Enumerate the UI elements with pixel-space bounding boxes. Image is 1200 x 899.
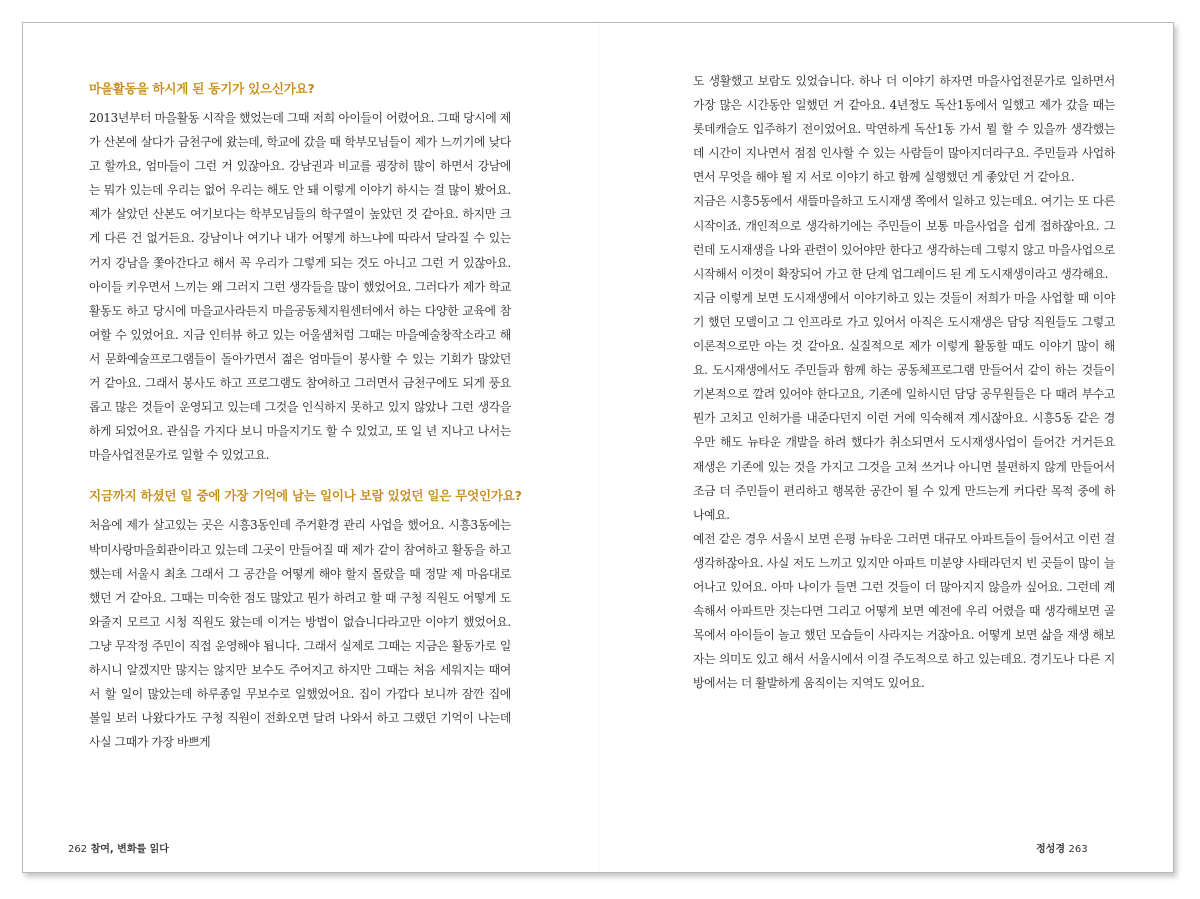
right-page bbox=[599, 23, 1175, 872]
paragraph-3: 지금 이렇게 보면 도시재생에서 이야기하고 있는 것들이 저희가 마을 사업할 때 이야기 했던 모델이고 그 인프라로 가고 있어서 아직은 도시재생은 담당 직원들도 그렇고 이론적으로만 아는 것 같아요. 실질적으로 제가 이렇게 활동할 때도 이야기 많이 해요. 도시재생에서도 주민들과 함께 하는 공동체프로그램 만들어서 같이 하는 것들이 기본적으로 깔려 있어야 한다고요, 기존에 일하시던 담당 공무원들은 다 때려 부수고 뭔가 고치고 인허가를 내준다던지 이런 거에 익숙해져 계시잖아요. 시흥5동 같은 경우만 해도 뉴타운 개발을 하려 했다가 취소되면서 도시재생사업이 들어간 거거든요 재생은 기존에 있는 것을 가지고 그것을 고쳐 쓰거나 아니면 불편하지 않게 만들어서 조금 더 주민들이 편리하고 행복한 공간이 될 수 있게 만드는게 커다란 목적 중에 하나예요. bbox=[693, 290, 1115, 522]
left-page bbox=[23, 23, 599, 872]
paragraph-2: 지금은 시흥5동에서 새뜰마을하고 도시재생 쪽에서 일하고 있는데요. 여기는 또 다른 시작이죠. 개인적으로 생각하기에는 주민들이 보통 마을사업을 쉽게 접하잖아요. 그런데 도시재생을 나와 관련이 있어야만 한다고 생각하는데 그렇지 않고 마을사업으로 시작해서 이것이 확장되어 가고 한 단계 업그레이드 된 게 도시재생이라고 생각해요. bbox=[693, 194, 1115, 281]
right-page-text-column bbox=[693, 69, 1115, 695]
section-gap bbox=[89, 467, 511, 486]
paragraph-4: 예전 같은 경우 서울시 보면 은평 뉴타운 그러면 대규모 아파트들이 들어서고 이런 걸 생각하잖아요. 사실 저도 느끼고 있지만 아파트 미분양 사태라던지 빈 곳들이 많이 늘어나고 있어요. 아마 나이가 들면 그런 것들이 더 많아지지 않을까 싶어요. 그런데 계속해서 아파트만 짓는다면 그리고 어떻게 보면 예전에 우리 어렸을 때 생각해보면 골목에서 아이들이 놀고 했던 모습들이 사라지는 거잖아요. 어떻게 보면 삶을 재생 해보자는 의미도 있고 해서 서울시에서 이걸 주도적으로 하고 있는데요. 경기도나 다른 지방에서는 더 활발하게 움직이는 지역도 있어요. bbox=[693, 531, 1115, 691]
book-spread bbox=[22, 22, 1174, 873]
answer-paragraph-2: 처음에 제가 살고있는 곳은 시흥3동인데 주거환경 관리 사업을 했어요. 시흥3동에는 박미사랑마을회관이라고 있는데 그곳이 만들어질 때 제가 같이 참여하고 활동을 하고 했는데 서울시 최초 그래서 그 공간을 어떻게 해야 할지 몰랐을 때 정말 제 마음대로 했던 거 같아요. 그때는 미숙한 점도 많았고 뭔가 하려고 할 때 구청 직원도 어떻게 도와줄지 모르고 시청 직원도 왔는데 이거는 방법이 없습니다라고만 이야기 했었어요. 그냥 무작정 주민이 직접 운영해야 됩니다. 그래서 실제로 그때는 지금은 활동가로 일하시니 알겠지만 많지는 않지만 보수도 주어지고 하지만 그때는 처음 세워지는 때여서 할 일이 많았는데 하루종일 무보수로 일했었어요. 집이 가깝다 보니까 잠깐 집에 볼일 보러 나왔다가도 구청 직원이 전화오면 달려 나와서 하고 그랬던 기억이 나는데 사실 그때가 가장 바쁘게 bbox=[89, 518, 511, 750]
question-heading-1: 마을활동을 하시게 된 동기가 있으신가요? bbox=[89, 81, 315, 96]
book-title-footer: 참여, 변화를 읽다 bbox=[90, 844, 169, 855]
left-page-footer bbox=[68, 840, 169, 855]
page-number-right: 263 bbox=[1068, 844, 1088, 855]
interviewee-name-footer: 정성경 bbox=[1036, 844, 1065, 855]
left-page-text-column bbox=[89, 79, 522, 754]
answer-paragraph-1: 2013년부터 마을활동 시작을 했었는데 그때 저희 아이들이 어렸어요. 그때 당시에 제가 산본에 살다가 금천구에 왔는데, 학교에 갔을 때 학부모님들이 제가 느끼기에 낮다고 할까요, 엄마들이 그런 거 있잖아요. 강남권과 비교를 굉장히 많이 하면서 강남에는 뭐가 있는데 우리는 없어 우리는 해도 안 돼 이렇게 이야기 하시는 걸 많이 봤어요. 제가 살았던 산본도 여기보다는 학부모님들의 학구열이 높았던 것 같아요. 하지만 크게 다른 건 없거든요. 강남이나 여기나 내가 어떻게 하느냐에 따라서 달라질 수 있는 거지 강남을 쫓아간다고 해서 꼭 우리가 그렇게 되는 것도 아니고 그런 거 있잖아요. 아이들 키우면서 느끼는 왜 그러지 그런 생각들을 많이 했었어요. 그러다가 제가 학교 활동도 하고 당시에 마을교사라든지 마을공동체지원센터에서 하는 다양한 교육에 참여할 수 있었어요. 지금 인터뷰 하고 있는 어울샘처럼 그때는 마을예술창작소라고 해서 문화예술프로그램들이 돌아가면서 젊은 엄마들이 봉사할 수 있는 기회가 많았던 거 같아요. 그래서 봉사도 하고 프로그램도 참여하고 그러면서 금천구에도 되게 풍요롭고 많은 것들이 운영되고 있는데 그것을 인식하지 못하고 있지 않았나 그런 생각을 하게 되었어요. 관심을 가지다 보니 마을지기도 할 수 있었고, 또 일 년 지나고 나서는 마을사업전문가로 일할 수 있었고요. bbox=[89, 111, 511, 463]
page-number-left: 262 bbox=[68, 844, 88, 855]
continuation-paragraph: 도 생활했고 보람도 있었습니다. 하나 더 이야기 하자면 마을사업전문가로 일하면서 가장 많은 시간동안 일했던 거 같아요. 4년정도 독산1동에서 일했고 제가 갔을 때는 롯데캐슬도 입주하기 전이었어요. 막연하게 독산1동 가서 뭘 할 수 있을까 생각했는데 시간이 지나면서 점점 인사할 수 있는 사람들이 많아지더라구요. 주민들과 사업하면서 무엇을 해야 될 지 서로 이야기 하고 함께 실행했던 게 좋았던 거 같아요. bbox=[693, 74, 1115, 185]
right-page-footer bbox=[1036, 840, 1088, 855]
question-heading-2: 지금까지 하셨던 일 중에 가장 기억에 남는 일이나 보람 있었던 일은 무엇인가요? bbox=[89, 488, 522, 504]
